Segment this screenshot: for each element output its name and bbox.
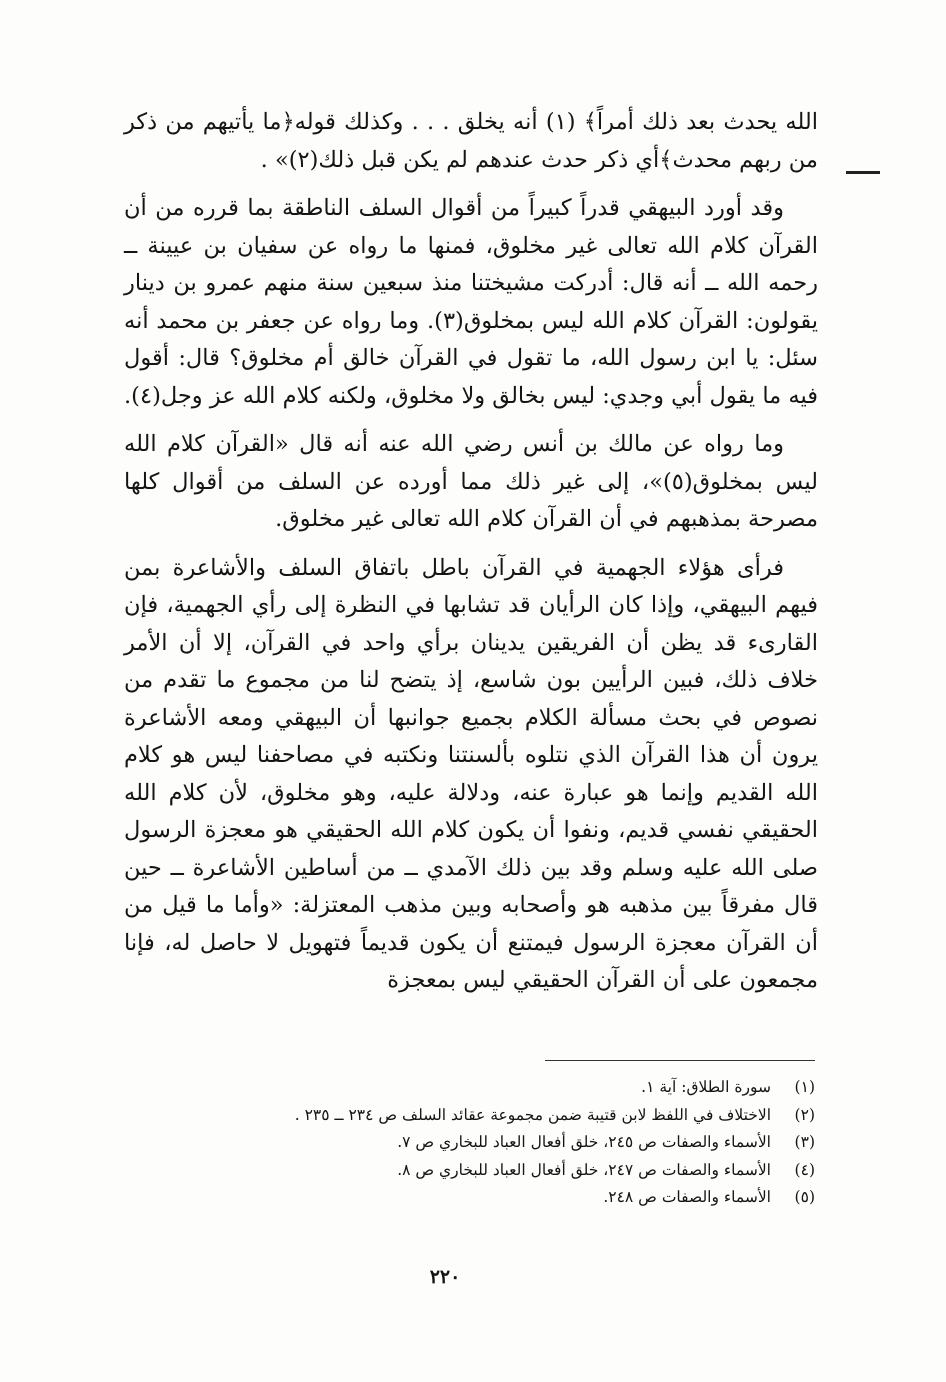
footnote-number: (٢) [794,1105,815,1124]
paragraph: وقد أورد البيهقي قدراً كبيراً من أقوال السلف الناطقة بما قرره من أن القرآن كلام الله تعالى غير مخلوق، فمنها ما رواه عن سفيان بن عيينة ــ رحمه الله ــ أنه قال: أدركت مشيختنا منذ سبعين سنة منهم عمرو بن دينار يقولون: القرآن كلام الله ليس بمخلوق(٣). وما رواه عن جعفر بن محمد أنه سئل: يا ابن رسول الله، ما تقول في القرآن خالق أم مخلوق؟ قال: أقول فيه ما يقول أبي وجدي: ليس بخالق ولا مخلوق، ولكنه كلام الله عز وجل(٤). [124,195,818,409]
footnote-number: (٤) [794,1160,815,1179]
page-number: ٢٢٠ [429,1266,461,1288]
footnotes [150,1074,815,1212]
footnote [150,1129,815,1157]
footnote [150,1184,815,1212]
footnote-text: سورة الطلاق: آية ١. [641,1078,771,1096]
footnote-divider [545,1060,815,1061]
footnote [150,1102,815,1130]
paragraph: فرأى هؤلاء الجهمية في القرآن باطل باتفاق السلف والأشاعرة بمن فيهم البيهقي، وإذا كان الرأيان قد تشابها في النظرة إلى رأي الجهمية، فإن القارىء قد يظن أن الفريقين يدينان برأي واحد في القرآن، إلا أن الأمر خلاف ذلك، فبين الرأيين بون شاسع، إذ يتضح لنا من مجموع ما تقدم من نصوص في بحث مسألة الكلام بجميع جوانبها أن البيهقي ومعه الأشاعرة يرون أن هذا القرآن الذي نتلوه بألسنتنا ونكتبه في مصاحفنا ليس هو كلام الله القديم وإنما هو عبارة عنه، ودلالة عليه، وهو مخلوق، لأن كلام الله الحقيقي نفسي قديم، ونفوا أن يكون كلام الله الحقيقي هو معجزة الرسول صلى الله عليه وسلم وقد بين ذلك الآمدي ــ من أساطين الأشاعرة ــ حين قال مفرقاً بين مذهبه هو وأصحابه وبين مذهب المعتزلة: «وأما ما قيل من أن القرآن معجزة الرسول فيمتنع أن يكون قديماً فتهويل لا حاصل له، فإنا مجمعون على أن القرآن الحقيقي ليس بمعجزة [124,554,818,993]
footnote-text: الاختلاف في اللفظ لابن قتيبة ضمن مجموعة عقائد السلف ص ٢٣٤ ــ ٢٣٥ . [294,1105,771,1124]
footnote-text: الأسماء والصفات ص ٢٤٥، خلق أفعال العباد للبخاري ص ٧. [397,1133,771,1151]
footnote [150,1074,815,1102]
footnote-text: الأسماء والصفات ص ٢٤٨. [603,1188,771,1206]
paragraph: الله يحدث بعد ذلك أمراً﴾ (١) أنه يخلق . . . وكذلك قوله﴿ما يأتيهم من ذكر من ربهم محدث﴾أي ذكر حدث عندهم لم يكن قبل ذلك(٢)» . [124,109,818,173]
margin-dash [846,171,880,174]
main-text [124,104,818,1011]
paragraph: وما رواه عن مالك بن أنس رضي الله عنه أنه قال «القرآن كلام الله ليس بمخلوق(٥)»، إلى غير ذلك مما أورده عن السلف من أقوال كلها مصرحة بمذهبهم في أن القرآن كلام الله تعالى غير مخلوق. [124,431,819,532]
footnote-number: (٣) [794,1133,815,1151]
footnote [150,1157,815,1185]
footnote-number: (١) [794,1078,815,1096]
footnote-text: الأسماء والصفات ص ٢٤٧، خلق أفعال العباد للبخاري ص ٨. [397,1160,771,1179]
footnote-number: (٥) [794,1188,815,1206]
